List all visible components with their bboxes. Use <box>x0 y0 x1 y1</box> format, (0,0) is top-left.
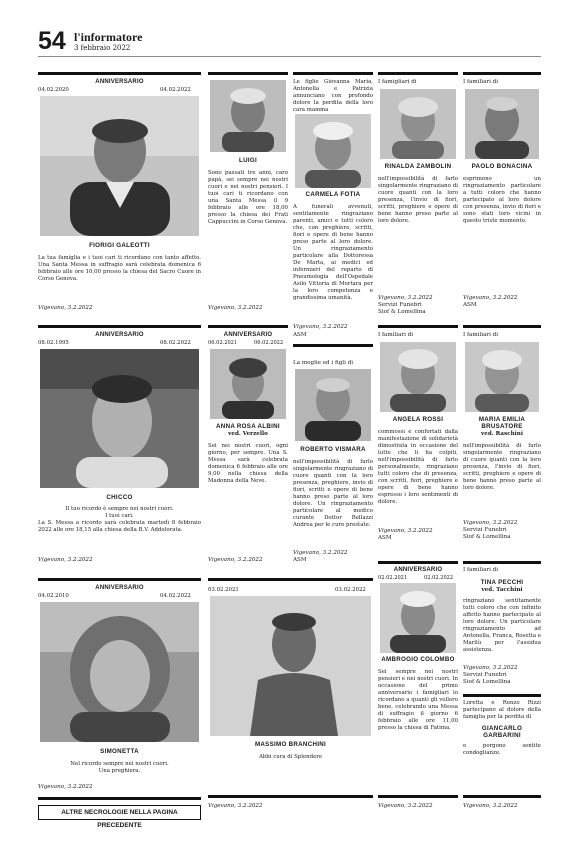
notice-place-date: Vigevano, 3.2.2022 <box>38 784 93 790</box>
notice-heading: ANNIVERSARIO <box>95 79 144 85</box>
notice-date-from: 04.02.2010 <box>38 593 69 599</box>
more-obituaries-note: ALTRE NECROLOGIE NELLA PAGINA PRECEDENTE <box>38 805 201 820</box>
notice-date-to: 02.02.2022 <box>424 575 454 581</box>
deceased-name: MARIA EMILIA BRUSATORE <box>478 416 526 430</box>
portrait-photo <box>465 89 539 159</box>
portrait-photo <box>40 602 199 742</box>
notice-place-date: Vigevano, 3.2.2022 <box>378 528 433 534</box>
notice-place-date: Vigevano, 3.2.2022 <box>38 557 93 563</box>
publication-name: l'informatore <box>74 30 143 44</box>
issue-date: 3 febbraio 2022 <box>74 44 131 52</box>
notice-text: Sei sempre nei nostri pensieri e nei nostri cuori. In occasione del primo anniversario i famigliari lo ricordano a quanti gli vollero bene, celebrando una Messa di suffragio il giorno 6 febbraio alle ore 11,00 presso la chiesa di Fatima. <box>378 669 458 731</box>
notice-text: e porgono sentite condoglianze. <box>463 743 541 756</box>
notice-date-to: 04.02.2022 <box>160 593 191 599</box>
notice-intro: I famigliari di <box>378 79 417 85</box>
notice-place-date: Vigevano, 3.2.2022 <box>208 557 263 563</box>
notice-heading: ANNIVERSARIO <box>95 585 144 591</box>
notice-place-date: Vigevano, 3.2.2022 <box>463 520 518 526</box>
portrait-photo <box>380 342 456 412</box>
notice-intro: I familiari di <box>463 332 499 338</box>
notice-place-date: Vigevano, 3.2.2022 <box>463 803 518 809</box>
deceased-name: PAOLO BONACINA <box>471 163 533 170</box>
notice-date-from: 04.02.2020 <box>38 87 69 93</box>
separator-bar <box>208 325 288 328</box>
portrait-photo <box>210 80 286 152</box>
notice-intro: La moglie ed i figli di <box>293 360 354 366</box>
notice-text: Abbi cura di Splendere <box>258 754 323 760</box>
deceased-name: SIMONETTA <box>100 748 139 755</box>
separator-bar <box>208 72 288 75</box>
separator-bar <box>463 795 541 798</box>
notice-text: A funerali avvenuti, sentitamente ringraziano parenti, amici e tutti coloro che, con preghiere, scritti, fiori e opere di bene hanno preso parte al loro dolore. Un ringraziamento particolare alla Dottoressa De Marta, ai medici ed infermieri del reparto di Pneumologia dell'Ospedale Asilo Vittoria di Mortara per la loro competenza e grandissima umanità. <box>293 204 373 301</box>
notice-text: nell'impossibilità di farlo singolarmente ringraziano di cuore quanti con la loro presenza, preghiere, invio di fiori, scritti e opere di bene hanno preso parte al loro dolore. Un ringraziamento particolare al medico curante Dottor Bellazzi Andrea per le cure prestate. <box>293 459 373 528</box>
notice-intro: I familiari di <box>378 332 414 338</box>
separator-bar <box>293 344 373 347</box>
notice-intro: Le figlie Giovanna Maria, Antonella e Patrizia annunciano con profondo dolore la perdita della loro cara mamma <box>293 79 373 113</box>
deceased-name: GIANCARLO GARBARINI <box>481 725 523 739</box>
notice-place-date: Vigevano, 3.2.2022 <box>293 324 348 330</box>
page-number: 54 <box>38 27 66 55</box>
notice-text: La tua famiglia e i tuoi cari ti ricordano con tanto affetto. Una Santa Messa in suffragio sarà celebrata domenica 6 febbraio alle ore 10,00 presso la chiesa del Sacro Cuore in Corso Genova. <box>38 255 201 282</box>
notice-place-date: Vigevano, 3.2.2022 <box>463 665 518 671</box>
separator-bar <box>378 325 458 328</box>
notice-date-to: 06.02.2022 <box>254 340 284 346</box>
funeral-service-name: Siof & Lomellina <box>463 534 511 540</box>
separator-bar <box>208 578 373 581</box>
portrait-photo <box>210 349 286 419</box>
portrait-photo <box>210 596 371 736</box>
notice-date-from: 06.02.2021 <box>208 340 238 346</box>
deceased-name: ROBERTO VISMARA <box>300 446 366 453</box>
notice-text: nell'impossibilità di farlo singolarmente ringraziano di cuore quanti con la loro presenza, l'invio di fiori, scritti, preghiere e opere di bene hanno preso parte al loro dolore. <box>463 443 541 491</box>
portrait-photo <box>380 89 456 159</box>
funeral-service: ASM <box>293 557 307 563</box>
separator-bar <box>293 72 373 75</box>
notice-heading: ANNIVERSARIO <box>393 567 443 573</box>
separator-bar <box>38 578 201 581</box>
separator-bar <box>208 795 373 798</box>
notice-text: Il tuo ricordo è sempre nei nostri cuori. <box>65 506 174 512</box>
deceased-name: CHICCO <box>106 494 133 501</box>
funeral-service: Servizi Funebri <box>378 302 422 308</box>
funeral-service-name: Siof & Lomellina <box>463 679 511 685</box>
notice-date-to: 03.02.2022 <box>335 587 366 593</box>
portrait-photo <box>380 583 456 653</box>
separator-bar <box>463 694 541 697</box>
notice-intro: Loretta e Renzo Rizzi partecipano al dolore della famiglia per la perdita di <box>463 700 541 720</box>
notice-text: ringraziano sentitamente tutti coloro che con infinito affetto hanno partecipato al loro dolore. Un particolare ringraziamento ad Antonella, Franca, Rosetta e Marilù per l'assidua assistenza. <box>463 598 541 653</box>
deceased-name: RINALDA ZAMBOLIN <box>384 163 452 170</box>
notice-heading: ANNIVERSARIO <box>223 332 273 338</box>
notice-place-date: Vigevano, 3.2.2022 <box>378 295 433 301</box>
deceased-maiden-note: ved. Verzello <box>228 431 268 437</box>
separator-bar <box>38 797 201 800</box>
notice-date-from: 08.02.1995 <box>38 340 69 346</box>
deceased-name: ANNA ROSA ALBINI <box>216 423 280 430</box>
notice-place-date: Vigevano, 3.2.2022 <box>208 305 263 311</box>
notice-date-to: 04.02.2022 <box>160 87 191 93</box>
notice-date-from: 03.02.2021 <box>208 587 239 593</box>
notice-intro: I familiari di <box>463 79 499 85</box>
notice-heading: ANNIVERSARIO <box>95 332 144 338</box>
notice-place-date: Vigevano, 3.2.2022 <box>208 803 263 809</box>
portrait-photo <box>465 342 539 412</box>
notice-text-signoff: I tuoi cari. <box>105 513 134 519</box>
deceased-name: CARMELA FOTIA <box>305 191 361 198</box>
separator-bar <box>463 72 541 75</box>
deceased-name: TINA PECCHI <box>480 579 524 586</box>
separator-bar <box>38 72 201 75</box>
separator-bar <box>378 561 458 564</box>
separator-bar <box>378 72 458 75</box>
notice-intro: I familiari di <box>463 567 499 573</box>
notice-text: Nel ricordo sempre nei nostri cuori. <box>70 761 169 767</box>
notice-place-date: Vigevano, 3.2.2022 <box>293 550 348 556</box>
deceased-name: AMBROGIO COLOMBO <box>381 656 455 663</box>
notice-date-from: 02.02.2021 <box>378 575 408 581</box>
deceased-name: MASSIMO BRANCHINI <box>254 741 327 748</box>
portrait-photo <box>40 349 199 488</box>
funeral-service: Servizi Funebri <box>463 527 507 533</box>
deceased-maiden-note: ved. Raschini <box>481 431 523 437</box>
notice-date-to: 08.02.2022 <box>160 340 191 346</box>
separator-bar <box>38 325 201 328</box>
deceased-maiden-note: ved. Tacchini <box>481 587 523 593</box>
notice-text: nell'impossibilità di farlo singolarmente ringraziano di cuore quanti con la loro presenza, l'invio di fiori, scritti, preghiere e opere di bene hanno preso parte al loro dolore. <box>378 176 458 224</box>
notice-place-date: Vigevano, 3.2.2022 <box>463 295 518 301</box>
funeral-service: ASM <box>378 535 392 541</box>
notice-text-mass: La S. Messa a ricordo sarà celebrata martedì 8 febbraio 2022 alle ore 18,15 alla chiesa della B.V. Addolorata. <box>38 520 201 533</box>
portrait-photo <box>295 114 371 188</box>
funeral-service-name: Siof & Lomellina <box>378 309 426 315</box>
notice-text: Sono passati tre anni, caro papà, sei sempre nei nostri cuori e nei nostri pensieri. I tuoi cari ti ricordano con una Santa Messa il 9 febbraio alle ore 18,00 presso la chiesa dei Frati Cappuccini in Corso Genova. <box>208 170 288 225</box>
portrait-photo <box>40 96 199 236</box>
separator-bar <box>378 795 458 798</box>
notice-place-date: Vigevano, 3.2.2022 <box>378 803 433 809</box>
notice-text: esprimono un ringraziamento particolare a tutti coloro che hanno partecipato al loro dolore con presenza, invio di fiori e sono stati loro vicini in questo triste momento. <box>463 176 541 224</box>
notice-text: commossi e confortati dalla manifestazione di solidarietà dimostrata in occasione del lutto che li ha colpiti, nell'impossibilità di farlo personalmente, ringraziano tutti coloro che di presenza, con scritti, fiori, preghiere e opere di bene hanno espresso i loro sentimenti di dolore. <box>378 429 458 505</box>
notice-text-signoff: Una preghiera. <box>98 768 141 774</box>
funeral-service: ASM <box>293 332 307 338</box>
funeral-service: Servizi Funebri <box>463 672 507 678</box>
separator-bar <box>463 561 541 564</box>
separator-bar <box>463 325 541 328</box>
funeral-service: ASM <box>463 302 477 308</box>
deceased-name: FIORIGI GALEOTTI <box>89 242 150 249</box>
portrait-photo <box>295 369 371 441</box>
header-rule <box>38 56 541 57</box>
notice-text: Sei nei nostri cuori, ogni giorno, per sempre. Una S. Messa sarà celebrata domenica 6 febbraio alle ore 9,00 nella chiesa della Madonna della Neve. <box>208 443 288 484</box>
notice-place-date: Vigevano, 3.2.2022 <box>38 305 93 311</box>
deceased-name: LUIGI <box>239 157 257 164</box>
deceased-name: ANGELA ROSSI <box>392 416 444 423</box>
